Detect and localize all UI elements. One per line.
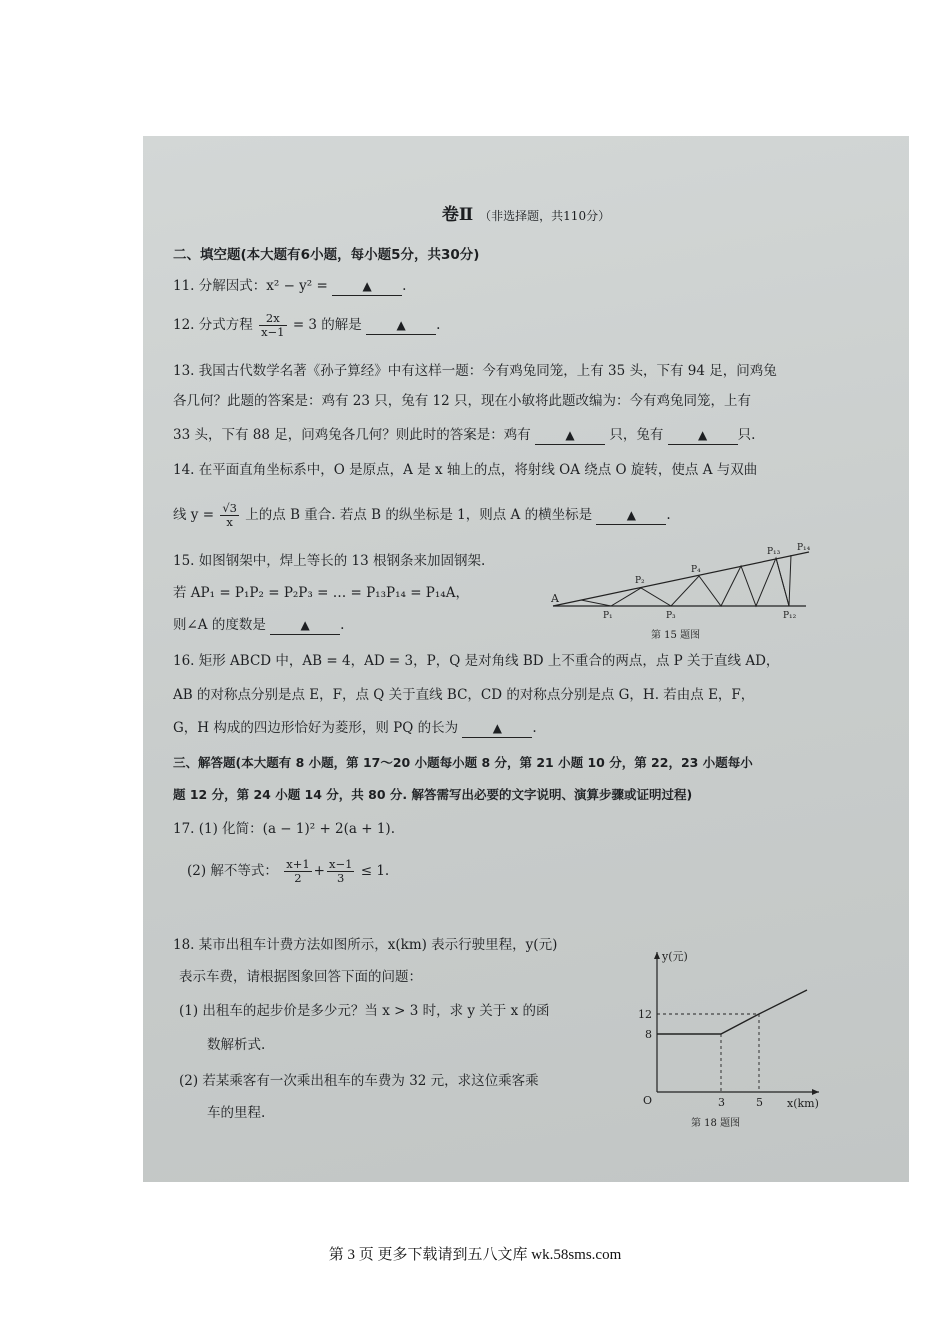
q13-line2: 各几何？此题的答案是：鸡有 23 只，兔有 12 只，现在小敏将此题改编为：今有鸡兔同笼，上有: [173, 393, 752, 409]
q12-answer-blank[interactable]: [366, 316, 436, 335]
q14-line2-post: 上的点 B 重合. 若点 B 的纵坐标是 1，则点 A 的横坐标是: [245, 507, 593, 523]
q15-line1: 15. 如图钢架中，焊上等长的 13 根钢条来加固钢架.: [173, 553, 486, 569]
paper-title: [143, 200, 909, 225]
fare-line: [657, 990, 807, 1034]
q12-pre: 12. 分式方程: [173, 317, 253, 333]
answer-marker-icon: ▲: [492, 721, 502, 735]
figure-18-caption: 第 18 题图: [691, 1118, 741, 1129]
q16-line3-pre: G，H 构成的四边形恰好为菱形，则 PQ 的长为: [173, 720, 459, 736]
answer-marker-icon: ▲: [362, 279, 372, 293]
figure-18-fare-graph: [629, 942, 829, 1132]
q15-line3-pre: 则∠A 的度数是: [173, 617, 266, 633]
section3-heading-line1: 三、解答题(本大题有 8 小题，第 17～20 小题每小题 8 分，第 21 小题 10 分，第 22，23 小题每小: [173, 755, 753, 770]
paper-title-subtitle: （非选择题，共110分）: [479, 209, 611, 223]
q15-end: .: [340, 617, 345, 633]
q15-answer-blank[interactable]: [270, 616, 340, 635]
scanned-exam-page: [143, 136, 909, 1182]
q13-line3-pre: 33 头，下有 88 足，问鸡兔各几何？则此时的答案是：鸡有: [173, 427, 531, 443]
q17-denominator-1: 2: [294, 871, 302, 885]
q13-line1: 13. 我国古代数学名著《孙子算经》中有这样一题：今有鸡兔同笼，上有 35 头，下有 94 足，问鸡兔: [173, 363, 777, 379]
label-P3: P₃: [666, 611, 676, 621]
q14-end: .: [666, 507, 671, 523]
figure-15-steel-frame: [551, 538, 841, 648]
q17-numerator-1: x+1: [286, 857, 310, 871]
y-axis-arrow-icon: [654, 952, 660, 959]
q18-line3: (1) 出租车的起步价是多少元？当 x > 3 时，求 y 关于 x 的函: [179, 1003, 550, 1019]
y-axis-label: y(元): [662, 950, 688, 963]
y-tick-12: 12: [638, 1008, 652, 1021]
q14-line1: 14. 在平面直角坐标系中，O 是原点，A 是 x 轴上的点，将射线 OA 绕点 O 旋转，使点 A 与双曲: [173, 462, 758, 478]
answer-marker-icon: ▲: [626, 508, 636, 522]
answer-marker-icon: ▲: [300, 618, 310, 632]
x-axis-label: x(km): [787, 1097, 819, 1110]
answer-marker-icon: ▲: [396, 318, 406, 332]
q17-part1: 17. (1) 化简：(a − 1)² + 2(a + 1).: [173, 821, 395, 837]
q12-numerator: 2x: [259, 312, 286, 326]
question-16-line3: [173, 719, 895, 738]
q12-denominator: x−1: [261, 325, 285, 339]
question-11: [173, 277, 895, 296]
q17-part2-post: ≤ 1.: [360, 863, 390, 879]
q13-answer-blank-1[interactable]: [535, 426, 605, 445]
q13-answer-blank-2[interactable]: [668, 426, 738, 445]
q17-numerator-2: x−1: [328, 857, 353, 871]
q18-line6: 车的里程.: [207, 1105, 266, 1121]
paper-title-main: 卷Ⅱ: [441, 205, 474, 225]
y-tick-8: 8: [645, 1028, 652, 1041]
x-axis-arrow-icon: [812, 1089, 819, 1095]
x-tick-3: 3: [718, 1096, 725, 1109]
q17-part2-pre: (2) 解不等式：: [187, 863, 278, 879]
question-13-line3: [173, 426, 895, 445]
q16-line2: AB 的对称点分别是点 E，F，点 Q 关于直线 BC，CD 的对称点分别是点 G，H. 若由点 E，F，: [173, 687, 755, 703]
q13-end: 只.: [737, 427, 756, 443]
label-P1: P₁: [603, 611, 613, 621]
label-A: A: [551, 592, 559, 605]
q14-denominator: x: [226, 515, 233, 529]
section3-heading-line2: 题 12 分，第 24 小题 14 分，共 80 分. 解答需写出必要的文字说明、演算步骤或证明过程): [173, 787, 693, 802]
q11-answer-blank[interactable]: [332, 277, 402, 296]
figure-15-caption: 第 15 题图: [651, 630, 701, 641]
q14-fraction: [220, 502, 239, 529]
q18-line2: 表示车费，请根据图象回答下面的问题：: [179, 969, 422, 985]
q11-end: .: [402, 278, 407, 294]
x-tick-5: 5: [756, 1096, 763, 1109]
q18-line4: 数解析式.: [207, 1037, 266, 1053]
label-P12: P₁₂: [783, 611, 797, 621]
q16-answer-blank[interactable]: [462, 719, 532, 738]
frame-bar: [776, 558, 789, 606]
label-P13: P₁₃: [767, 547, 781, 557]
q12-end: .: [436, 317, 441, 333]
question-14-line2: [173, 502, 895, 529]
frame-upper-line: [553, 552, 809, 606]
answer-marker-icon: ▲: [565, 428, 575, 442]
q17-fraction-1: [284, 858, 311, 885]
label-P14: P₁₄: [797, 543, 811, 553]
q11-text: 11. 分解因式：x² − y² =: [173, 278, 328, 294]
section2-heading: 二、填空题(本大题有6小题，每小题5分，共30分): [173, 247, 480, 263]
q12-post: = 3 的解是: [292, 317, 362, 333]
q18-line5: (2) 若某乘客有一次乘出租车的车费为 32 元，求这位乘客乘: [179, 1073, 539, 1089]
label-P4: P₄: [691, 565, 701, 575]
q14-answer-blank[interactable]: [596, 506, 666, 525]
q14-line2-pre: 线 y =: [173, 507, 215, 523]
q15-line2: 若 AP₁ = P₁P₂ = P₂P₃ = … = P₁₃P₁₄ = P₁₄A，: [173, 585, 469, 601]
origin-label: O: [643, 1094, 653, 1107]
q13-mid: 只，兔有: [609, 427, 664, 443]
label-P2: P₂: [635, 576, 645, 586]
answer-marker-icon: ▲: [698, 428, 708, 442]
question-12: [173, 312, 895, 339]
page-footer: 第 3 页 更多下载请到五八文库 wk.58sms.com: [328, 1247, 622, 1263]
q17-denominator-2: 3: [337, 871, 345, 885]
q16-line1: 16. 矩形 ABCD 中，AB = 4，AD = 3，P，Q 是对角线 BD 上不重合的两点，点 P 关于直线 AD，: [173, 653, 780, 669]
q12-fraction: [259, 312, 286, 339]
q17-fraction-2: [327, 858, 354, 885]
q18-line1: 18. 某市出租车计费方法如图所示，x(km) 表示行驶里程，y(元): [173, 937, 558, 953]
question-15-line3: [173, 616, 344, 635]
question-17-part2: (2) 解不等式： $\frac{x+1}{2}$ + $\frac{x-1}{3}$ ≤ 1.: [173, 858, 895, 885]
q16-end: .: [532, 720, 537, 736]
q14-numerator: √3: [222, 501, 237, 515]
